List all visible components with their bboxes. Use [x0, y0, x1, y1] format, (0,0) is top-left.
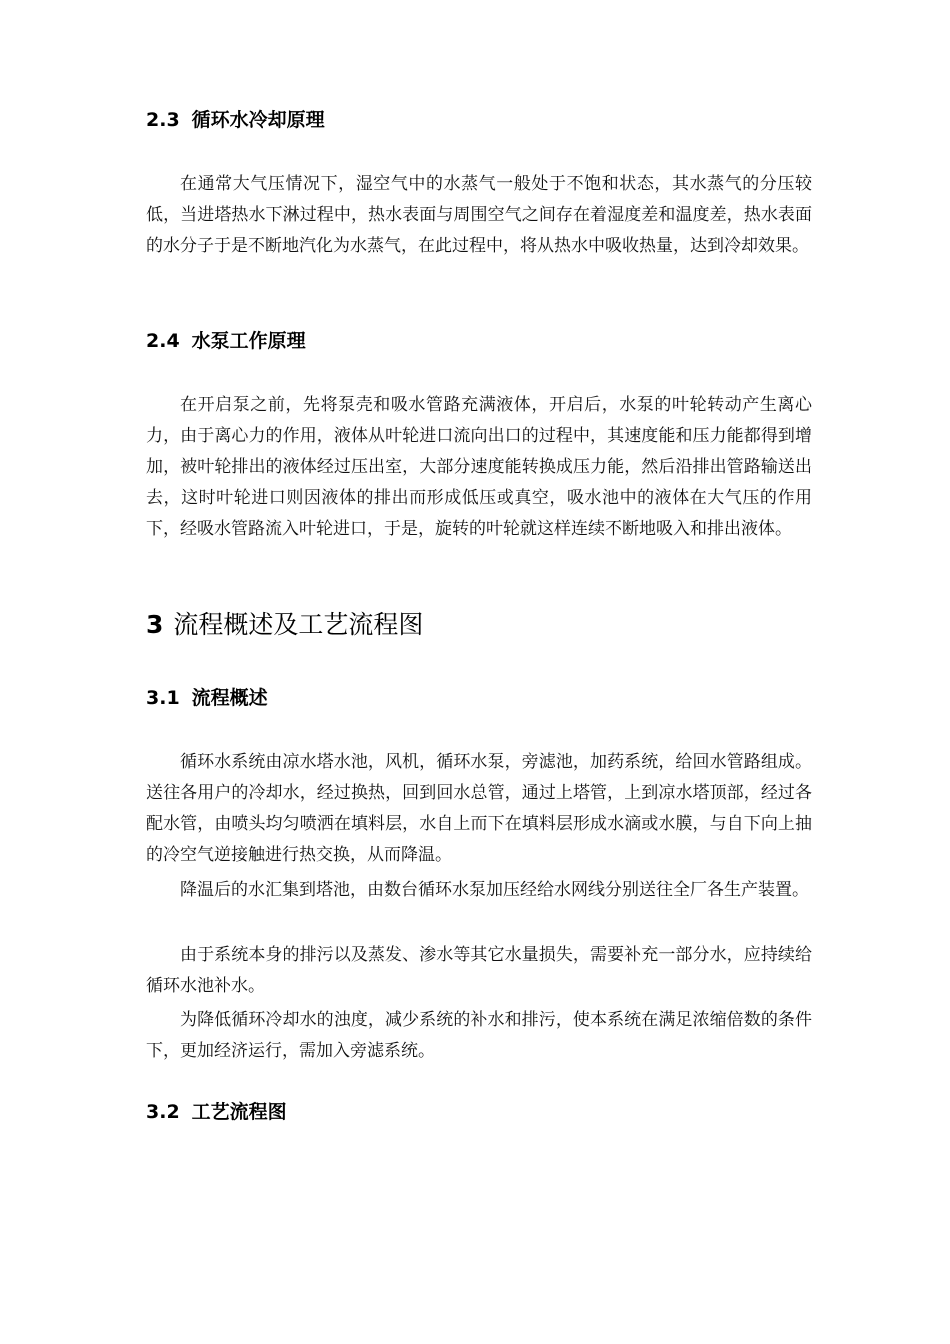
section-title: 循环水冷却原理 [191, 109, 325, 131]
paragraph-pump-principle: 在开启泵之前，先将泵壳和吸水管路充满液体，开启后，水泵的叶轮转动产生离心力，由于离心力的作用，液体从叶轮进口流向出口的过程中，其速度能和压力能都得到增加，被叶轮排出的液体经过压出室，大部分速度能转换成压力能，然后沿排出管路输送出去，这时叶轮进口则因液体的排出而形成低压或真空，吸水池中的液体在大气压的作用下，经吸水管路流入叶轮进口，于是，旋转的叶轮就这样连续不断地吸入和排出液体。 [146, 395, 812, 539]
section-title: 流程概述 [191, 687, 268, 709]
section-heading-3-1 [146, 686, 268, 710]
section-title: 工艺流程图 [191, 1101, 287, 1123]
section-heading-2-3 [146, 108, 325, 132]
section-number: 2.4 [146, 330, 180, 352]
chapter-title: 流程概述及工艺流程图 [173, 610, 424, 639]
section-heading-2-4 [146, 329, 306, 353]
section-number: 2.3 [146, 109, 180, 131]
chapter-number: 3 [146, 610, 164, 639]
section-number: 3.2 [146, 1101, 180, 1123]
paragraph-cooling-principle: 在通常大气压情况下，湿空气中的水蒸气一般处于不饱和状态，其水蒸气的分压较低，当进塔热水下淋过程中，热水表面与周围空气之间存在着湿度差和温度差，热水表面的水分子于是不断地汽化为水蒸气，在此过程中，将从热水中吸收热量，达到冷却效果。 [146, 174, 812, 256]
paragraph-process-overview-4: 为降低循环冷却水的浊度，减少系统的补水和排污，使本系统在满足浓缩倍数的条件下，更加经济运行，需加入旁滤系统。 [146, 1010, 812, 1061]
section-number: 3.1 [146, 687, 180, 709]
paragraph-process-overview-2: 降温后的水汇集到塔池，由数台循环水泵加压经给水网线分别送往全厂各生产装置。 [180, 880, 809, 900]
section-title: 水泵工作原理 [191, 330, 306, 352]
chapter-heading-3 [146, 609, 423, 641]
paragraph-process-overview-1: 循环水系统由凉水塔水池，风机，循环水泵，旁滤池，加药系统，给回水管路组成。送往各用户的冷却水，经过换热，回到回水总管，通过上塔管，上到凉水塔顶部，经过各配水管，由喷头均匀喷洒在填料层，水自上而下在填料层形成水滴或水膜，与自下向上抽的冷空气逆接触进行热交换，从而降温。 [146, 752, 812, 865]
paragraph-process-overview-3: 由于系统本身的排污以及蒸发、渗水等其它水量损失，需要补充一部分水，应持续给循环水池补水。 [146, 945, 812, 996]
section-heading-3-2 [146, 1100, 287, 1124]
